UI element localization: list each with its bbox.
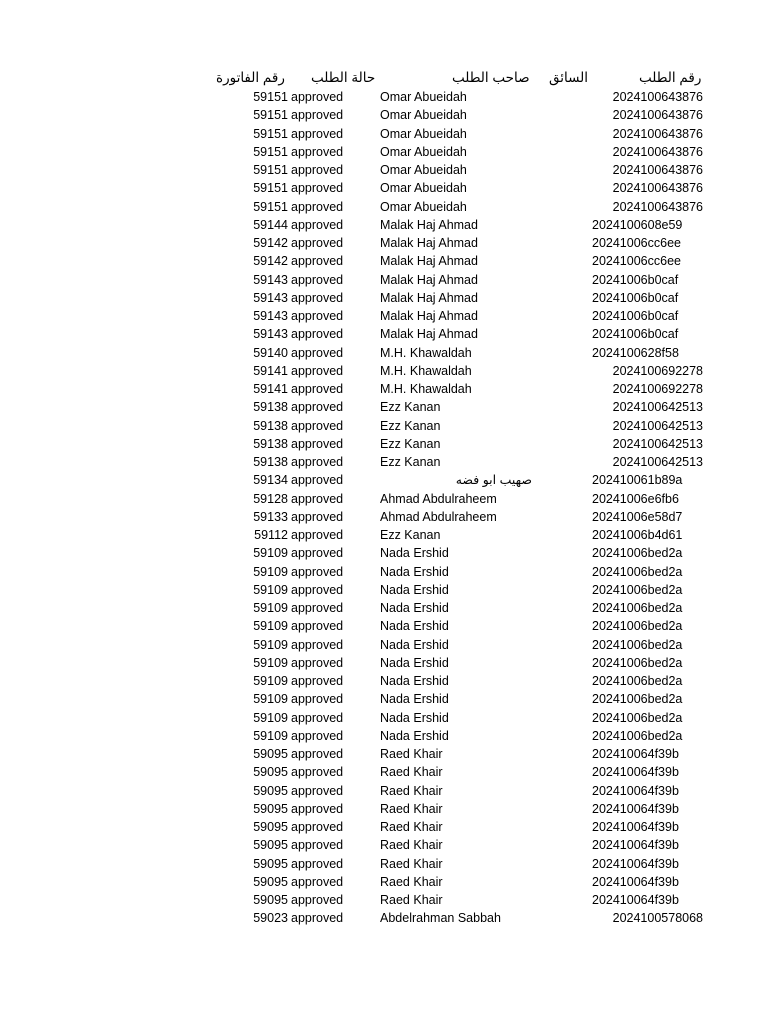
order-status-cell: approved	[291, 582, 344, 597]
table-row	[0, 471, 768, 489]
order-status-cell: approved	[291, 236, 344, 250]
table-row	[0, 417, 768, 435]
order-status-cell: approved	[291, 254, 344, 269]
order-number-cell: 20241006cc6ee	[592, 236, 681, 250]
invoice-number-cell: 59095	[253, 747, 288, 761]
invoice-number-cell: 59151	[253, 90, 288, 104]
order-status-cell: approved	[291, 509, 344, 524]
order-owner-cell: Ezz Kanan	[380, 528, 441, 542]
order-status-cell: approved	[291, 363, 344, 378]
order-status-cell: approved	[291, 728, 344, 743]
order-owner-cell: Malak Haj Ahmad	[380, 290, 478, 305]
table-row	[0, 800, 768, 818]
invoice-number-cell: 59143	[253, 309, 288, 323]
order-status-cell: approved	[291, 418, 344, 433]
table-row	[0, 745, 768, 763]
header-driver: السائق	[549, 70, 589, 85]
order-number-cell: 2024100643876	[612, 126, 703, 141]
order-status-cell: approved	[291, 217, 344, 232]
order-owner-cell: Nada Ershid	[380, 674, 449, 688]
table-row	[0, 307, 768, 325]
order-owner-cell: Raed Khair	[380, 820, 443, 834]
order-owner-cell: Raed Khair	[380, 874, 443, 889]
order-owner-cell: Malak Haj Ahmad	[380, 236, 478, 250]
table-row	[0, 179, 768, 197]
order-owner-cell: Omar Abueidah	[380, 90, 467, 104]
order-number-cell: 2024100608e59	[592, 217, 683, 232]
order-number-cell: 20241006b0caf	[592, 309, 679, 323]
order-owner-cell: Raed Khair	[380, 801, 443, 816]
invoice-number-cell: 59128	[253, 491, 288, 506]
order-number-cell: 2024100642513	[612, 436, 703, 451]
order-number-cell: 202410064f39b	[592, 893, 679, 907]
table-row	[0, 88, 768, 106]
order-owner-cell: Nada Ershid	[380, 710, 449, 725]
order-owner-cell: Malak Haj Ahmad	[380, 272, 478, 287]
order-status-cell: approved	[291, 801, 344, 816]
order-status-cell: approved	[291, 327, 344, 342]
order-owner-cell: Nada Ershid	[380, 637, 449, 652]
order-number-cell: 20241006bed2a	[592, 728, 683, 743]
order-number-cell: 20241006bed2a	[592, 674, 683, 688]
order-number-cell: 202410064f39b	[592, 783, 679, 798]
order-number-cell: 202410061b89a	[592, 473, 683, 488]
order-number-cell: 2024100628f58	[592, 345, 679, 360]
table-row	[0, 106, 768, 124]
invoice-number-cell: 59138	[253, 436, 288, 451]
order-owner-cell: Abdelrahman Sabbah	[380, 911, 501, 926]
order-owner-cell: Raed Khair	[380, 747, 443, 761]
order-owner-cell: M.H. Khawaldah	[380, 382, 472, 396]
order-status-cell: approved	[291, 144, 344, 159]
table-row	[0, 435, 768, 453]
order-owner-cell: Ezz Kanan	[380, 436, 441, 451]
invoice-number-cell: 59151	[253, 163, 288, 177]
order-number-cell: 20241006b4d61	[592, 528, 683, 542]
order-number-cell: 2024100643876	[612, 144, 703, 159]
table-row	[0, 544, 768, 562]
order-number-cell: 20241006cc6ee	[592, 254, 681, 269]
order-number-cell: 202410064f39b	[592, 801, 679, 816]
order-status-cell: approved	[291, 272, 344, 287]
table-row	[0, 617, 768, 635]
invoice-number-cell: 59151	[253, 199, 288, 214]
order-number-cell: 2024100643876	[612, 181, 703, 196]
order-number-cell: 20241006bed2a	[592, 637, 683, 652]
order-status-cell: approved	[291, 692, 344, 707]
invoice-number-cell: 59141	[253, 382, 288, 396]
order-number-cell: 202410064f39b	[592, 820, 679, 834]
table-row	[0, 344, 768, 362]
table-row	[0, 161, 768, 179]
order-owner-cell: Omar Abueidah	[380, 108, 467, 123]
order-owner-cell: Raed Khair	[380, 893, 443, 907]
table-row	[0, 654, 768, 672]
order-owner-cell: Nada Ershid	[380, 582, 449, 597]
invoice-number-cell: 59109	[253, 637, 288, 652]
table-row	[0, 252, 768, 270]
invoice-number-cell: 59023	[253, 911, 288, 926]
invoice-number-cell: 59109	[253, 582, 288, 597]
invoice-number-cell: 59109	[253, 619, 288, 634]
order-number-cell: 20241006bed2a	[592, 619, 683, 634]
invoice-number-cell: 59109	[253, 710, 288, 725]
header-invoice-number: رقم الفاتورة	[216, 70, 285, 85]
table-row	[0, 690, 768, 708]
order-status-cell: approved	[291, 874, 344, 889]
table-row	[0, 563, 768, 581]
order-owner-cell: Omar Abueidah	[380, 126, 467, 141]
order-number-cell: 202410064f39b	[592, 874, 679, 889]
invoice-number-cell: 59095	[253, 765, 288, 780]
table-row	[0, 873, 768, 891]
order-number-cell: 20241006bed2a	[592, 564, 683, 579]
order-status-cell: approved	[291, 820, 344, 834]
order-owner-cell: Raed Khair	[380, 765, 443, 780]
order-number-cell: 202410064f39b	[592, 747, 679, 761]
order-number-cell: 2024100578068	[612, 911, 703, 926]
table-row	[0, 490, 768, 508]
table-row	[0, 763, 768, 781]
table-row	[0, 325, 768, 343]
invoice-number-cell: 59134	[253, 473, 288, 488]
order-status-cell: approved	[291, 108, 344, 123]
order-number-cell: 20241006b0caf	[592, 327, 679, 342]
order-owner-cell: Malak Haj Ahmad	[380, 217, 478, 232]
table-row	[0, 143, 768, 161]
order-status-cell: approved	[291, 90, 344, 104]
order-number-cell: 2024100643876	[612, 108, 703, 123]
table-row	[0, 453, 768, 471]
invoice-number-cell: 59142	[253, 254, 288, 269]
order-status-cell: approved	[291, 765, 344, 780]
order-owner-cell: Nada Ershid	[380, 546, 449, 561]
order-owner-cell: Omar Abueidah	[380, 181, 467, 196]
order-status-cell: approved	[291, 619, 344, 634]
invoice-number-cell: 59138	[253, 418, 288, 433]
table-row	[0, 362, 768, 380]
table-row	[0, 599, 768, 617]
invoice-number-cell: 59143	[253, 272, 288, 287]
order-status-cell: approved	[291, 747, 344, 761]
order-owner-cell: Raed Khair	[380, 783, 443, 798]
order-number-cell: 2024100643876	[612, 90, 703, 104]
invoice-number-cell: 59151	[253, 108, 288, 123]
table-row	[0, 125, 768, 143]
invoice-number-cell: 59141	[253, 363, 288, 378]
table-row	[0, 508, 768, 526]
table-row	[0, 216, 768, 234]
order-status-cell: approved	[291, 400, 344, 415]
order-status-cell: approved	[291, 674, 344, 688]
order-status-cell: approved	[291, 181, 344, 196]
invoice-number-cell: 59151	[253, 126, 288, 141]
table-row	[0, 727, 768, 745]
order-owner-cell: Nada Ershid	[380, 619, 449, 634]
order-number-cell: 2024100692278	[612, 382, 703, 396]
order-owner-cell: Omar Abueidah	[380, 199, 467, 214]
order-owner-cell: صهيب ابو فضه	[455, 473, 532, 488]
order-number-cell: 2024100643876	[612, 163, 703, 177]
invoice-number-cell: 59109	[253, 674, 288, 688]
order-owner-cell: Nada Ershid	[380, 728, 449, 743]
order-status-cell: approved	[291, 455, 344, 469]
table-row	[0, 289, 768, 307]
order-status-cell: approved	[291, 309, 344, 323]
order-status-cell: approved	[291, 710, 344, 725]
order-owner-cell: Ahmad Abdulraheem	[380, 509, 497, 524]
invoice-number-cell: 59095	[253, 893, 288, 907]
order-owner-cell: Omar Abueidah	[380, 144, 467, 159]
table-row	[0, 672, 768, 690]
order-owner-cell: Ezz Kanan	[380, 455, 441, 469]
order-status-cell: approved	[291, 783, 344, 798]
order-number-cell: 202410064f39b	[592, 856, 679, 871]
table-row	[0, 636, 768, 654]
order-owner-cell: Malak Haj Ahmad	[380, 309, 478, 323]
order-owner-cell: M.H. Khawaldah	[380, 363, 472, 378]
header-order-status: حالة الطلب	[311, 70, 376, 85]
header-order-owner: صاحب الطلب	[452, 70, 530, 85]
invoice-number-cell: 59095	[253, 856, 288, 871]
order-owner-cell: Omar Abueidah	[380, 163, 467, 177]
order-status-cell: approved	[291, 436, 344, 451]
order-owner-cell: Nada Ershid	[380, 601, 449, 615]
order-owner-cell: Malak Haj Ahmad	[380, 254, 478, 269]
invoice-number-cell: 59133	[253, 509, 288, 524]
header-order-number: رقم الطلب	[639, 70, 702, 85]
order-number-cell: 2024100642513	[612, 400, 703, 415]
order-table-body	[0, 88, 768, 928]
order-number-cell: 20241006bed2a	[592, 655, 683, 670]
table-row	[0, 398, 768, 416]
order-status-cell: approved	[291, 564, 344, 579]
table-row	[0, 818, 768, 836]
order-status-cell: approved	[291, 601, 344, 615]
invoice-number-cell: 59095	[253, 783, 288, 798]
invoice-number-cell: 59151	[253, 144, 288, 159]
table-row	[0, 891, 768, 909]
order-number-cell: 20241006e6fb6	[592, 491, 679, 506]
order-status-cell: approved	[291, 528, 344, 542]
order-owner-cell: M.H. Khawaldah	[380, 345, 472, 360]
invoice-number-cell: 59109	[253, 728, 288, 743]
invoice-number-cell: 59143	[253, 327, 288, 342]
invoice-number-cell: 59151	[253, 181, 288, 196]
order-status-cell: approved	[291, 491, 344, 506]
order-status-cell: approved	[291, 473, 344, 488]
order-status-cell: approved	[291, 382, 344, 396]
order-number-cell: 20241006b0caf	[592, 290, 679, 305]
order-number-cell: 2024100692278	[612, 363, 703, 378]
order-number-cell: 20241006bed2a	[592, 582, 683, 597]
order-number-cell: 20241006b0caf	[592, 272, 679, 287]
order-number-cell: 20241006bed2a	[592, 692, 683, 707]
table-row	[0, 526, 768, 544]
order-status-cell: approved	[291, 546, 344, 561]
table-row	[0, 198, 768, 216]
invoice-number-cell: 59109	[253, 564, 288, 579]
invoice-number-cell: 59138	[253, 400, 288, 415]
order-number-cell: 2024100643876	[612, 199, 703, 214]
order-number-cell: 20241006bed2a	[592, 546, 683, 561]
invoice-number-cell: 59095	[253, 838, 288, 853]
order-status-cell: approved	[291, 290, 344, 305]
order-status-cell: approved	[291, 893, 344, 907]
order-owner-cell: Raed Khair	[380, 856, 443, 871]
order-owner-cell: Raed Khair	[380, 838, 443, 853]
order-number-cell: 20241006bed2a	[592, 710, 683, 725]
order-owner-cell: Ezz Kanan	[380, 418, 441, 433]
order-status-cell: approved	[291, 838, 344, 853]
order-status-cell: approved	[291, 163, 344, 177]
table-row	[0, 581, 768, 599]
invoice-number-cell: 59095	[253, 801, 288, 816]
order-status-cell: approved	[291, 199, 344, 214]
order-number-cell: 2024100642513	[612, 418, 703, 433]
order-owner-cell: Nada Ershid	[380, 692, 449, 707]
order-owner-cell: Nada Ershid	[380, 564, 449, 579]
table-row	[0, 234, 768, 252]
table-row	[0, 709, 768, 727]
order-status-cell: approved	[291, 126, 344, 141]
table-row	[0, 782, 768, 800]
invoice-number-cell: 59109	[253, 546, 288, 561]
invoice-number-cell: 59138	[253, 455, 288, 469]
table-row	[0, 380, 768, 398]
table-row	[0, 855, 768, 873]
order-owner-cell: Malak Haj Ahmad	[380, 327, 478, 342]
order-status-cell: approved	[291, 655, 344, 670]
invoice-number-cell: 59140	[253, 345, 288, 360]
invoice-number-cell: 59109	[253, 601, 288, 615]
order-number-cell: 202410064f39b	[592, 838, 679, 853]
order-status-cell: approved	[291, 856, 344, 871]
invoice-number-cell: 59144	[253, 217, 288, 232]
invoice-number-cell: 59142	[253, 236, 288, 250]
table-row	[0, 271, 768, 289]
order-number-cell: 2024100642513	[612, 455, 703, 469]
order-owner-cell: Nada Ershid	[380, 655, 449, 670]
invoice-number-cell: 59095	[253, 874, 288, 889]
table-row	[0, 836, 768, 854]
invoice-number-cell: 59095	[253, 820, 288, 834]
table-row	[0, 909, 768, 927]
order-number-cell: 20241006bed2a	[592, 601, 683, 615]
order-number-cell: 202410064f39b	[592, 765, 679, 780]
invoice-number-cell: 59109	[253, 655, 288, 670]
invoice-number-cell: 59109	[253, 692, 288, 707]
invoice-number-cell: 59143	[253, 290, 288, 305]
order-owner-cell: Ahmad Abdulraheem	[380, 491, 497, 506]
order-status-cell: approved	[291, 911, 344, 926]
order-status-cell: approved	[291, 345, 344, 360]
order-status-cell: approved	[291, 637, 344, 652]
order-owner-cell: Ezz Kanan	[380, 400, 441, 415]
order-number-cell: 20241006e58d7	[592, 509, 683, 524]
invoice-number-cell: 59112	[254, 528, 288, 542]
